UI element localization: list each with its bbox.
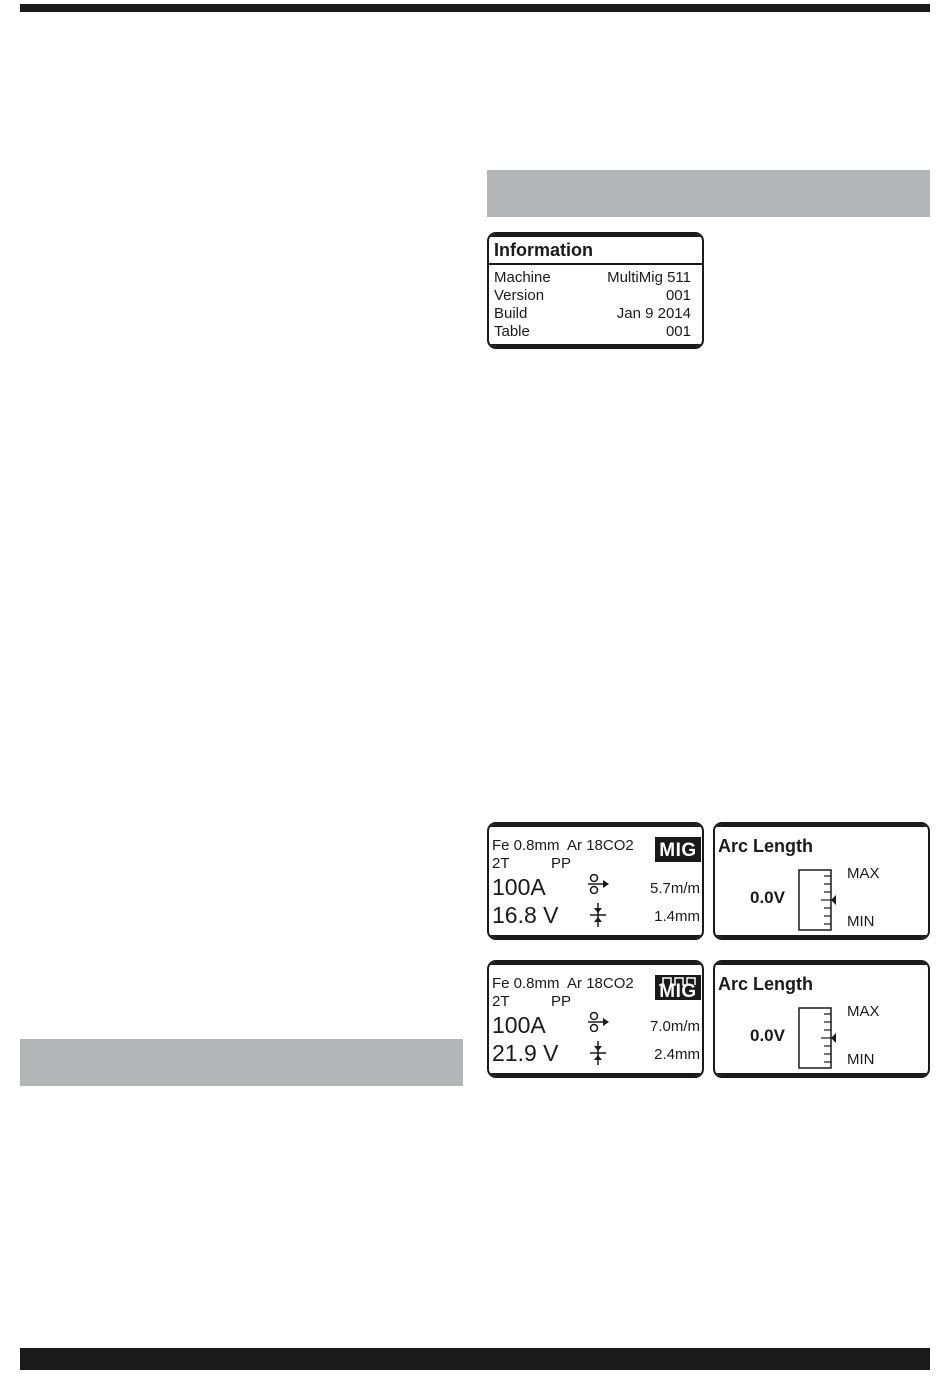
info-value: MultiMig 511 [607,269,691,286]
stick-out-icon [589,903,607,927]
trigger-mode: 2T [492,993,510,1010]
scale-min-label: MIN [847,1051,875,1068]
information-display [487,232,704,349]
scale-max-label: MAX [847,1003,880,1020]
info-label: Build [494,305,528,322]
section-header-band-left [20,1039,463,1086]
information-divider [489,263,702,265]
pulse-wave-icon [659,976,697,986]
info-row-table [494,323,691,341]
info-row-machine [494,269,691,287]
setting-label: PP [551,993,572,1010]
voltage-readout: 21.9 V [492,1040,559,1066]
info-label: Machine [494,269,551,286]
current-readout: 100A [492,1012,546,1038]
stick-out-readout: 1.4mm [654,908,700,925]
trigger-mode: 2T [492,855,510,872]
wire-feed-icon [586,874,610,894]
info-value: 001 [665,287,691,304]
arc-length-title: Arc Length [718,836,814,856]
weld-display-pulse [487,960,704,1078]
mig-mode-badge: MIG [655,837,701,862]
wire-and-gas: Fe 0.8mm Ar 18CO2 [492,975,634,992]
info-row-build [494,305,691,323]
info-value: Jan 9 2014 [616,305,691,322]
arc-length-title: Arc Length [718,974,814,994]
bottom-rule [20,1348,930,1370]
wire-feed-readout: 5.7m/m [649,880,700,897]
weld-display-standard [487,822,704,940]
wire-feed-readout: 7.0m/m [649,1018,700,1035]
arc-length-value: 0.0V [750,1026,785,1045]
arc-length-display-standard [713,822,930,940]
wire-feed-icon [586,1012,610,1032]
scale-max-label: MAX [847,865,880,882]
stick-out-readout: 2.4mm [654,1046,700,1063]
top-rule [20,4,930,12]
scale-min-label: MIN [847,913,875,930]
section-header-band-right [487,170,930,217]
mig-pulse-mode-badge: MIG [655,975,701,1000]
wire-and-gas: Fe 0.8mm Ar 18CO2 [492,837,634,854]
info-label: Version [494,287,545,304]
stick-out-icon [589,1041,607,1065]
info-row-version [494,287,691,305]
arc-length-display-pulse [713,960,930,1078]
arc-length-scale [797,868,837,932]
information-title: Information [494,240,593,260]
arc-length-value: 0.0V [750,888,785,907]
info-label: Table [494,323,530,340]
voltage-readout: 16.8 V [492,902,559,928]
info-value: 001 [665,323,691,340]
current-readout: 100A [492,874,546,900]
arc-length-scale [797,1006,837,1070]
setting-label: PP [551,855,572,872]
